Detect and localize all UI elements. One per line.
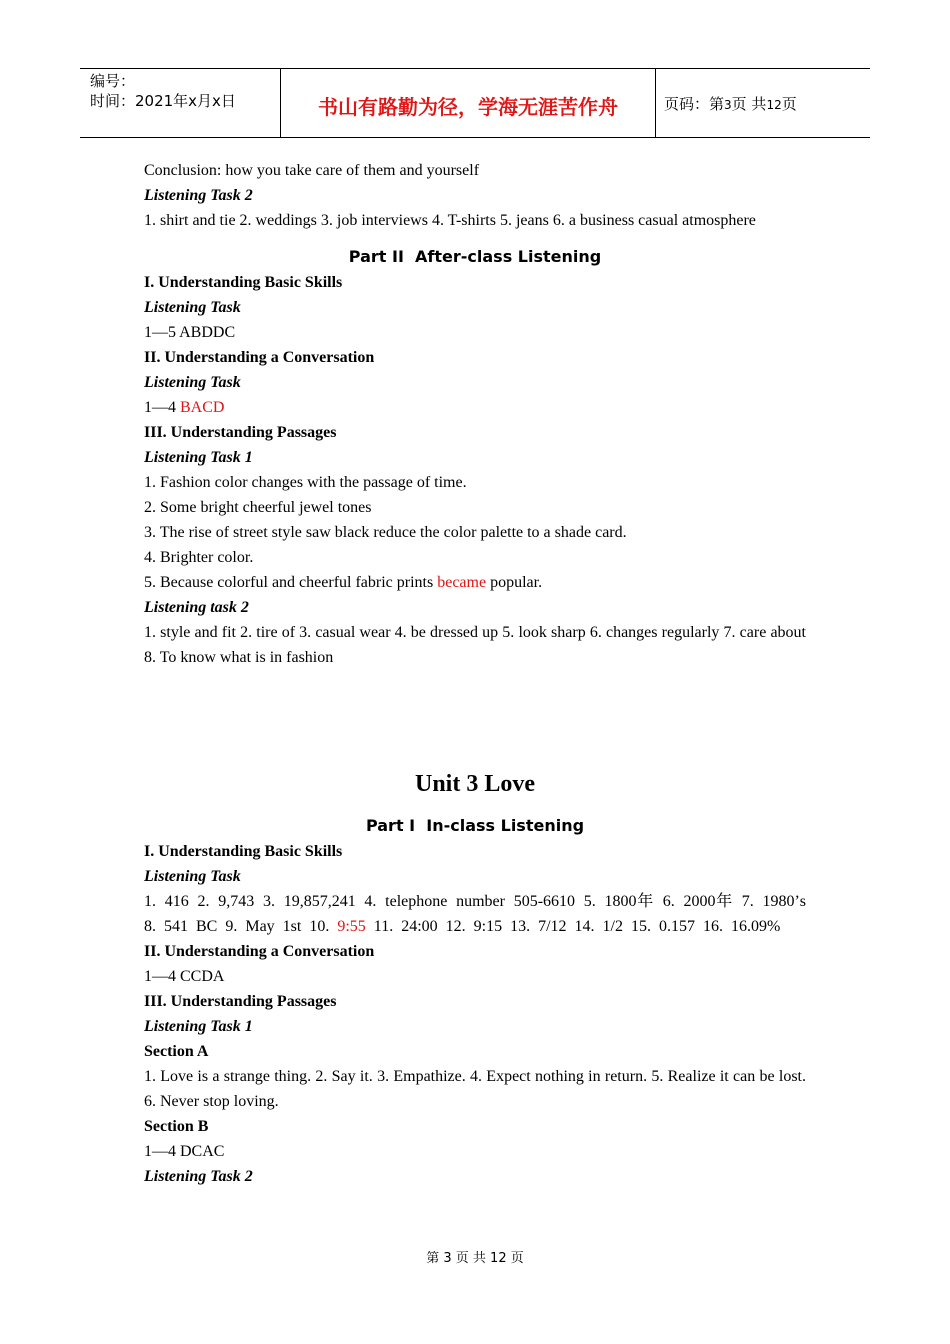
- header-page-info: [654, 69, 870, 137]
- header-meta: [80, 69, 280, 137]
- answer-5-post: popular.: [486, 574, 543, 591]
- basic-skills-heading: I. Understanding Basic Skills: [144, 274, 343, 291]
- passages-answer-1: 1. Fashion color changes with the passage of time.: [144, 474, 467, 491]
- page-mid: 页 共: [731, 95, 767, 113]
- section-a-heading: Section A: [144, 1043, 209, 1060]
- page-footer: 第 3 页 共 12 页: [426, 1251, 524, 1266]
- answer-5-pre: 5. Because colorful and cheerful fabric prints: [144, 574, 438, 591]
- answer-prefix: 1—4: [144, 399, 180, 416]
- part-2-heading: Part II After-class Listening: [348, 247, 602, 266]
- unit3-part-1-heading: Part I In-class Listening: [365, 816, 585, 835]
- page-header: [80, 68, 870, 138]
- answers-pre: 1. 416 2. 9,743 3. 19,857,241 4. telephone number 505-6610 5. 1800年 6. 2000年 7. 1980’s 8. 541 BC 9. May 1st 10.: [144, 893, 807, 935]
- answer-5-red: became: [437, 574, 487, 591]
- passages-task-2-answers: 1. style and fit 2. tire of 3. casual wear 4. be dressed up 5. look sharp 6. changes regularly 7. care about 8. To know what is in fashion: [144, 624, 806, 666]
- passages-task-2-heading: Listening task 2: [144, 599, 249, 616]
- motto: 书山有路勤为径，学海无涯苦作舟: [318, 95, 618, 119]
- answer-red: BACD: [180, 399, 225, 416]
- unit3-basic-skills-answers: [144, 889, 806, 939]
- conversation-task-heading: Listening Task: [144, 374, 241, 391]
- conversation-heading: II. Understanding a Conversation: [144, 349, 375, 366]
- passages-answer-2: 2. Some bright cheerful jewel tones: [144, 499, 372, 516]
- page-suffix: 页: [781, 95, 797, 113]
- page-prefix: 页码：第: [664, 95, 725, 113]
- answers-post: 11. 24:00 12. 9:15 13. 7/12 14. 1/2 15. 0.157 16. 16.09%: [365, 918, 781, 935]
- header-motto-cell: [280, 69, 656, 137]
- unit3-conversation-answers: 1—4 CCDA: [144, 968, 225, 985]
- page-total: 12: [766, 98, 782, 112]
- conversation-answers: [144, 395, 806, 420]
- spacer: [144, 670, 806, 767]
- serial-label: 编号：: [90, 72, 136, 90]
- page-number: 3: [724, 98, 732, 112]
- unit-title: Unit 3 Love: [415, 771, 535, 797]
- passages-answer-4: 4. Brighter color.: [144, 549, 254, 566]
- section-a-answers: 1. Love is a strange thing. 2. Say it. 3. Empathize. 4. Expect nothing in return. 5. Realize it can be lost. 6. Never stop loving.: [144, 1068, 806, 1110]
- section-b-answers: 1—4 DCAC: [144, 1143, 225, 1160]
- passages-answer-5: [144, 570, 806, 595]
- passages-task-1-heading: Listening Task 1: [144, 449, 253, 466]
- conclusion-line: Conclusion: how you take care of them and yourself: [144, 162, 480, 179]
- time-label: 时间：2021年x月x日: [90, 92, 236, 110]
- unit3-conversation-heading: II. Understanding a Conversation: [144, 943, 375, 960]
- answers-red: 9:55: [337, 918, 366, 935]
- listening-task-heading: Listening Task: [144, 299, 241, 316]
- passages-heading: III. Understanding Passages: [144, 424, 337, 441]
- listening-task-2-heading: Listening Task 2: [144, 187, 253, 204]
- section-b-heading: Section B: [144, 1118, 209, 1135]
- document-body: [144, 158, 806, 1189]
- unit3-passages-task-2-heading: Listening Task 2: [144, 1168, 253, 1185]
- unit3-listening-task-heading: Listening Task: [144, 868, 241, 885]
- unit3-basic-skills-heading: I. Understanding Basic Skills: [144, 843, 343, 860]
- listening-task-2-answers: 1. shirt and tie 2. weddings 3. job interviews 4. T-shirts 5. jeans 6. a business casual atmosphere: [144, 212, 756, 229]
- unit3-passages-task-1-heading: Listening Task 1: [144, 1018, 253, 1035]
- basic-skills-answers: 1—5 ABDDC: [144, 324, 236, 341]
- unit3-passages-heading: III. Understanding Passages: [144, 993, 337, 1010]
- passages-answer-3: 3. The rise of street style saw black reduce the color palette to a shade card.: [144, 524, 627, 541]
